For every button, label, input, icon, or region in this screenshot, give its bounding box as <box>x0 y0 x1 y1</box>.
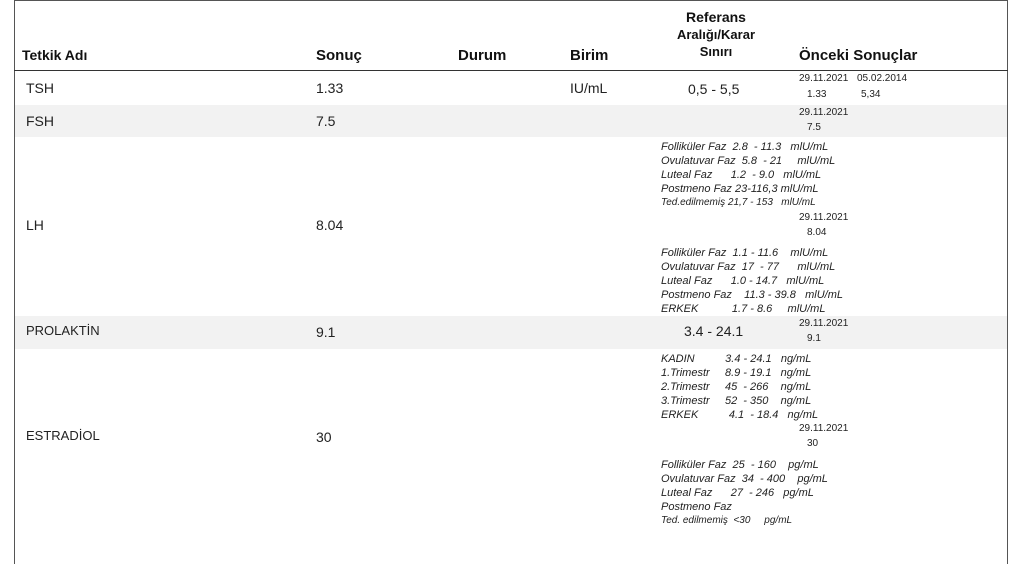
header-reference-line-2: Aralığı/Karar <box>676 27 756 42</box>
tsh-unit: IU/mL <box>570 80 608 96</box>
estradiol-ref-line: Ovulatuvar Faz 34 - 400 pg/mL <box>661 473 828 485</box>
tsh-name: TSH <box>26 80 54 96</box>
estradiol-ref-line: Postmeno Faz <box>661 501 732 513</box>
estradiol-result: 30 <box>316 429 332 445</box>
lh-ref-line: Luteal Faz 1.2 - 9.0 mlU/mL <box>661 169 822 181</box>
estradiol-ref-line: Luteal Faz 27 - 246 pg/mL <box>661 487 814 499</box>
prolaktin-reference-block <box>661 352 818 422</box>
estradiol-ref-line: Folliküler Faz 25 - 160 pg/mL <box>661 459 819 471</box>
estradiol-ref-line: Ted. edilmemiş <30 pg/mL <box>661 515 793 526</box>
prolaktin-reference: 3.4 - 24.1 <box>684 323 744 339</box>
prolaktin-result: 9.1 <box>316 324 336 340</box>
fsh-prev-value: 7.5 <box>807 122 821 133</box>
tsh-prev-date-2: 05.02.2014 <box>857 73 908 84</box>
prolaktin-ref-line: 2.Trimestr 45 - 266 ng/mL <box>661 381 812 393</box>
prolaktin-prev-date: 29.11.2021 <box>799 318 849 329</box>
header-reference <box>660 9 772 60</box>
lh-prev-value: 8.04 <box>807 227 827 238</box>
prolaktin-ref-line: 3.Trimestr 52 - 350 ng/mL <box>661 395 812 407</box>
estradiol-prev-value: 30 <box>807 438 819 449</box>
report-frame <box>14 0 1008 564</box>
prolaktin-ref-line: 1.Trimestr 8.9 - 19.1 ng/mL <box>661 367 812 379</box>
lh-fsh-reference-block <box>661 246 843 316</box>
header-result: Sonuç <box>316 47 362 64</box>
header-unit: Birim <box>570 47 609 64</box>
tsh-reference: 0,5 - 5,5 <box>688 81 740 97</box>
row-band-fsh <box>15 105 1007 137</box>
header-reference-line-3: Sınırı <box>699 44 733 59</box>
lh-ref-line: Postmeno Faz 23-116,3 mlU/mL <box>661 183 819 195</box>
header-previous-results: Önceki Sonuçlar <box>799 47 918 64</box>
fsh-ref-line: Folliküler Faz 1.1 - 11.6 mlU/mL <box>661 247 829 259</box>
fsh-ref-line: Ovulatuvar Faz 17 - 77 mlU/mL <box>661 261 836 273</box>
lh-name: LH <box>26 217 44 233</box>
estradiol-reference-block <box>661 458 828 528</box>
header-test-name: Tetkik Adı <box>22 47 88 63</box>
row-band-prolaktin <box>15 316 1007 349</box>
lh-ref-line: Ted.edilmemiş 21,7 - 153 mlU/mL <box>661 197 816 208</box>
fsh-ref-line: Postmeno Faz 11.3 - 39.8 mlU/mL <box>661 289 843 301</box>
fsh-name: FSH <box>26 113 54 129</box>
tsh-prev-value-1: 1.33 <box>807 89 827 100</box>
fsh-ref-line: ERKEK 1.7 - 8.6 mlU/mL <box>661 303 826 315</box>
estradiol-name: ESTRADİOL <box>26 428 100 443</box>
lh-ref-line: Ovulatuvar Faz 5.8 - 21 mlU/mL <box>661 155 836 167</box>
prolaktin-ref-line: KADIN 3.4 - 24.1 ng/mL <box>661 353 812 365</box>
prolaktin-prev-value: 9.1 <box>807 333 821 344</box>
lh-prev-date: 29.11.2021 <box>799 212 849 223</box>
header-reference-line-1: Referans <box>686 9 746 25</box>
estradiol-prev-date: 29.11.2021 <box>799 423 849 434</box>
tsh-result: 1.33 <box>316 80 344 96</box>
header-divider <box>14 70 1008 71</box>
tsh-prev-value-2: 5,34 <box>861 89 881 100</box>
fsh-prev-date: 29.11.2021 <box>799 107 849 118</box>
tsh-prev-date-1: 29.11.2021 <box>799 73 849 84</box>
lh-reference-block <box>661 140 835 210</box>
fsh-result: 7.5 <box>316 113 336 129</box>
lh-ref-line: Folliküler Faz 2.8 - 11.3 mlU/mL <box>661 141 829 153</box>
prolaktin-ref-line: ERKEK 4.1 - 18.4 ng/mL <box>661 409 819 421</box>
lh-result: 8.04 <box>316 217 344 233</box>
fsh-ref-line: Luteal Faz 1.0 - 14.7 mlU/mL <box>661 275 825 287</box>
prolaktin-name: PROLAKTİN <box>26 323 100 338</box>
header-status: Durum <box>458 47 507 64</box>
